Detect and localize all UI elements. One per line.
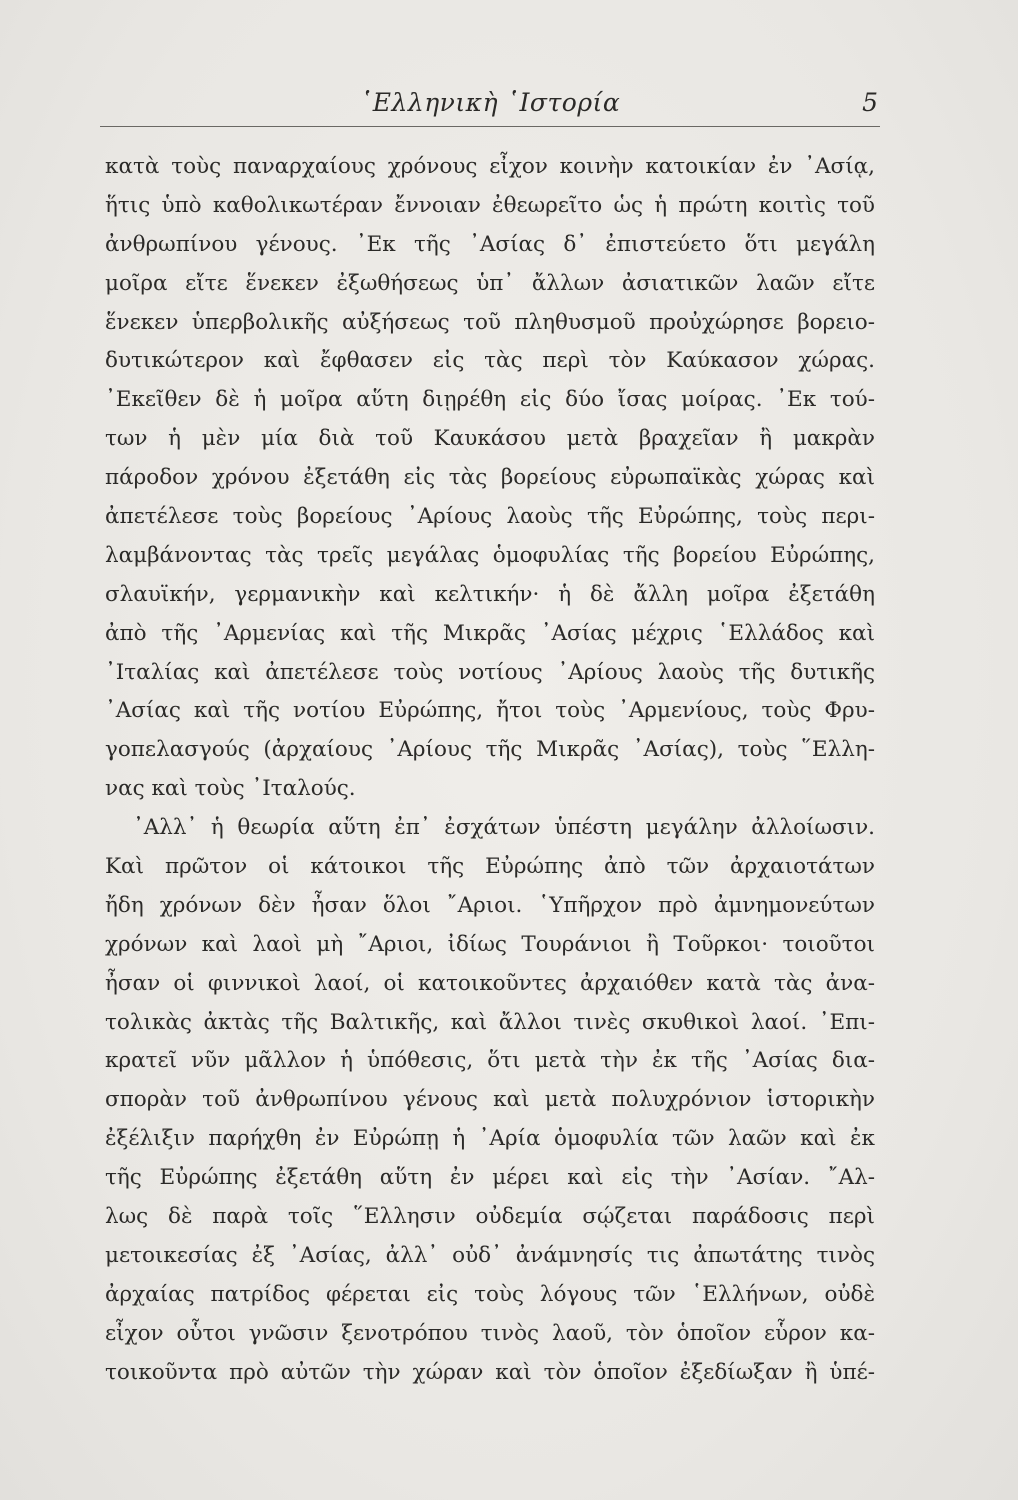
- text-line: χρόνων καὶ λαοὶ μὴ ῎Αριοι, ἰδίως Τουράνιοι ἢ Τοῦρκοι· τοιοῦτοι: [105, 931, 875, 957]
- text-line: σπορὰν τοῦ ἀνθρωπίνου γένους καὶ μετὰ πολυχρόνιον ἱστορικὴν: [105, 1087, 875, 1113]
- text-line: των ἡ μὲν μία διὰ τοῦ Καυκάσου μετὰ βραχεῖαν ἢ μακρὰν: [105, 426, 875, 452]
- running-title: ῾Ελληνικὴ ῾Ιστορία: [359, 88, 621, 117]
- text-line: Καὶ πρῶτον οἱ κάτοικοι τῆς Εὐρώπης ἀπὸ τῶν ἀρχαιοτάτων: [105, 854, 875, 880]
- text-line: ᾿Ιταλίας καὶ ἀπετέλεσε τοὺς νοτίους ᾿Αρίους λαοὺς τῆς δυτικῆς: [105, 659, 875, 685]
- text-line: δυτικώτερον καὶ ἔφθασεν εἰς τὰς περὶ τὸν Καύκασον χώρας.: [105, 348, 875, 374]
- text-line: κρατεῖ νῦν μᾶλλον ἡ ὑπόθεσις, ὅτι μετὰ τὴν ἐκ τῆς ᾿Ασίας δια-: [105, 1048, 875, 1074]
- text-line: πάροδον χρόνου ἐξετάθη εἰς τὰς βορείους εὐρωπαϊκὰς χώρας καὶ: [105, 465, 875, 491]
- text-line: ἀνθρωπίνου γένους. ᾿Εκ τῆς ᾿Ασίας δ᾿ ἐπιστεύετο ὅτι μεγάλη: [105, 231, 875, 257]
- text-line: γοπελασγούς (ἀρχαίους ᾿Αρίους τῆς Μικρᾶς ᾿Ασίας), τοὺς ῞Ελλη-: [105, 737, 875, 763]
- text-line: τῆς Εὐρώπης ἐξετάθη αὕτη ἐν μέρει καὶ εἰς τὴν ᾿Ασίαν. ῎Αλ-: [105, 1165, 875, 1191]
- text-line: νας καὶ τοὺς ᾿Ιταλούς.: [105, 776, 356, 802]
- text-line: μοῖρα εἴτε ἕνεκεν ἐξωθήσεως ὑπ᾿ ἄλλων ἀσιατικῶν λαῶν εἴτε: [105, 270, 875, 296]
- text-line: τολικὰς ἀκτὰς τῆς Βαλτικῆς, καὶ ἄλλοι τινὲς σκυθικοὶ λαοί. ᾿Επι-: [105, 1009, 875, 1035]
- text-line: σλαυϊκήν, γερμανικὴν καὶ κελτικήν· ἡ δὲ ἄλλη μοῖρα ἐξετάθη: [105, 581, 875, 607]
- text-line: κατὰ τοὺς παναρχαίους χρόνους εἶχον κοινὴν κατοικίαν ἐν ᾿Ασίᾳ,: [105, 154, 875, 179]
- text-line: ἤδη χρόνων δὲν ἦσαν ὅλοι ῎Αριοι. ῾Υπῆρχον πρὸ ἀμνημονεύτων: [105, 892, 875, 918]
- text-line: εἶχον οὗτοι γνῶσιν ξενοτρόπου τινὸς λαοῦ, τὸν ὁποῖον εὗρον κα-: [105, 1320, 875, 1346]
- text-line: ἦσαν οἱ φιννικοὶ λαοί, οἱ κατοικοῦντες ἀρχαιόθεν κατὰ τὰς ἀνα-: [105, 970, 875, 996]
- body-text: [105, 148, 875, 1393]
- text-line: ἥτις ὑπὸ καθολικωτέραν ἔννοιαν ἐθεωρεῖτο ὡς ἡ πρώτη κοιτὶς τοῦ: [105, 192, 875, 218]
- text-line: λαμβάνοντας τὰς τρεῖς μεγάλας ὁμοφυλίας τῆς βορείου Εὐρώπης,: [105, 542, 875, 568]
- text-line: ἕνεκεν ὑπερβολικῆς αὐξήσεως τοῦ πληθυσμοῦ προὐχώρησε βορειο-: [105, 309, 875, 335]
- text-line: ᾿Ασίας καὶ τῆς νοτίου Εὐρώπης, ἤτοι τοὺς ᾿Αρμενίους, τοὺς Φρυ-: [105, 698, 875, 724]
- text-line: λως δὲ παρὰ τοῖς ῞Ελλησιν οὐδεμία σῴζεται παράδοσις περὶ: [105, 1204, 875, 1230]
- text-line: ᾿Αλλ᾿ ἡ θεωρία αὕτη ἐπ᾿ ἐσχάτων ὑπέστη μεγάλην ἀλλοίωσιν.: [133, 815, 875, 841]
- text-line: ἀρχαίας πατρίδος φέρεται εἰς τοὺς λόγους τῶν ῾Ελλήνων, οὐδὲ: [105, 1281, 875, 1307]
- header-rule: [100, 126, 880, 127]
- text-line: ἀπετέλεσε τοὺς βορείους ᾿Αρίους λαοὺς τῆς Εὐρώπης, τοὺς περι-: [105, 504, 875, 530]
- page-number: 5: [862, 88, 878, 117]
- text-line: μετοικεσίας ἐξ ᾿Ασίας, ἀλλ᾿ οὐδ᾿ ἀνάμνησίς τις ἀπωτάτης τινὸς: [105, 1242, 875, 1268]
- page-header: [100, 88, 880, 128]
- text-line: τοικοῦντα πρὸ αὐτῶν τὴν χώραν καὶ τὸν ὁποῖον ἐξεδίωξαν ἢ ὑπέ-: [105, 1359, 875, 1385]
- text-line: ᾿Εκεῖθεν δὲ ἡ μοῖρα αὕτη διῃρέθη εἰς δύο ἴσας μοίρας. ᾿Εκ τού-: [105, 387, 875, 413]
- text-line: ἀπὸ τῆς ᾿Αρμενίας καὶ τῆς Μικρᾶς ᾿Ασίας μέχρις ῾Ελλάδος καὶ: [105, 620, 875, 646]
- text-line: ἐξέλιξιν παρήχθη ἐν Εὐρώπῃ ἡ ᾿Αρία ὁμοφυλία τῶν λαῶν καὶ ἐκ: [105, 1126, 875, 1152]
